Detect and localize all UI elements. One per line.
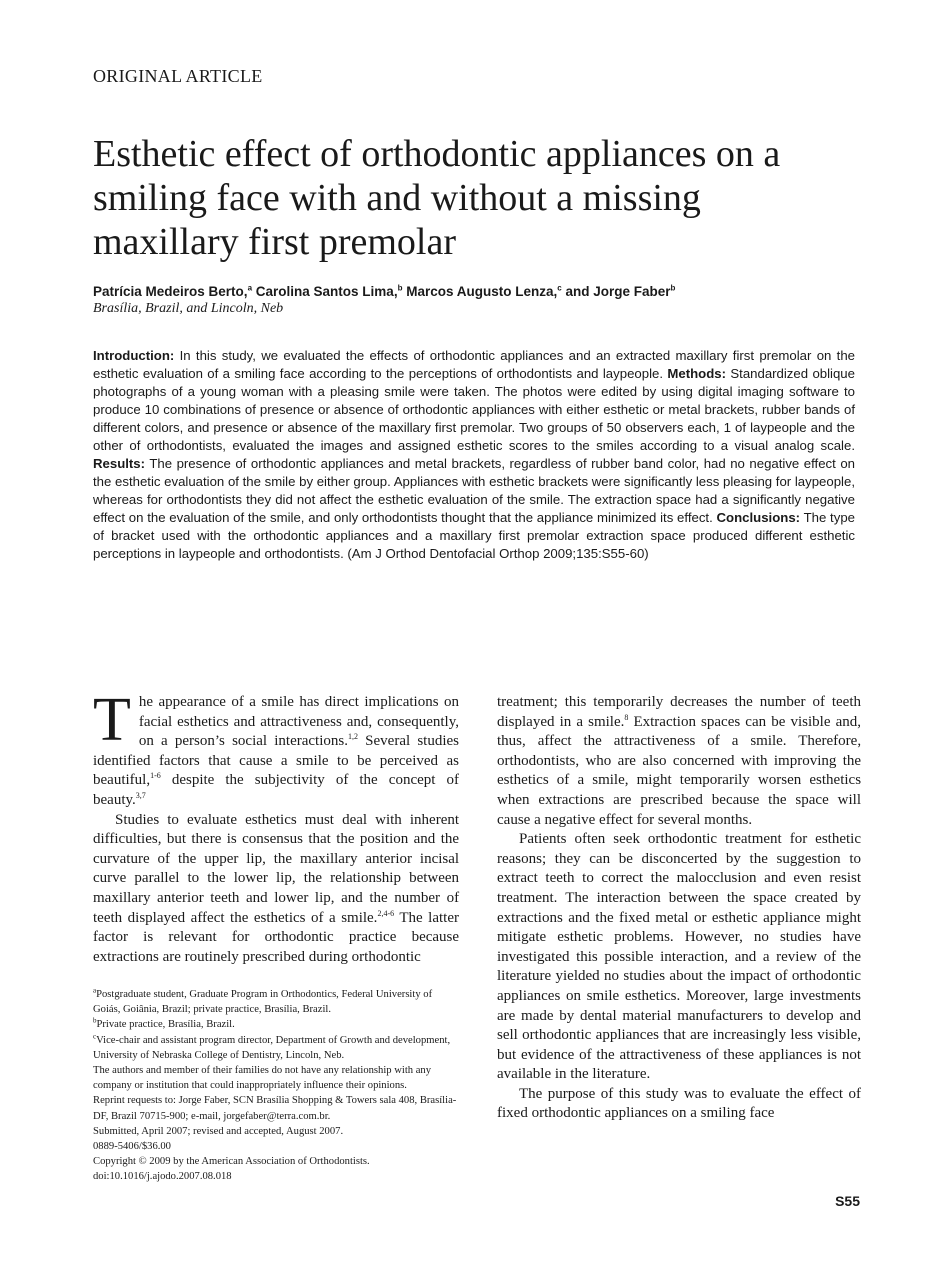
body-paragraph: Patients often seek orthodontic treatment for esthetic reasons; they can be disconcerted by the suggestion to extract teeth to correct the malocclusion and even resist treatment. The interaction between the space created by extractions and the fixed metal or esthetic appliance might mitigate esthetic problems. However, no studies have investigated this possible interaction, and a review of the literature yielded no studies about the impact of orthodontic appliances on smile esthetics. Moreover, large investments are made by dental material manufacturers to develop and sell orthodontic appliances that are increasingly less visible, but evidence of the attractiveness of these appliances is not available in the literature. — [497, 831, 861, 1083]
body-paragraph-continued: treatment; this temporarily decreases the number of teeth displayed in a smile.$^8$ Extraction spaces can be visible and, thus, affect the attractiveness of a smile. Therefore, orthodontists, who are also concerned with improving the esthetics of a smile, might temporarily worsen esthetics when extractions are prescribed because the space will cause a negative effect for several months. — [497, 694, 862, 828]
abstract-results-label: Results: — [93, 456, 146, 471]
submission-dates: Submitted, April 2007; revised and accepted, August 2007. — [93, 1125, 344, 1137]
footnote — [93, 1017, 461, 1032]
footnote-mark: b — [93, 1016, 97, 1025]
citation: 3,7 — [135, 790, 146, 800]
author-affiliation-mark: c — [557, 283, 562, 293]
author-name: Marcos Augusto Lenza, — [406, 284, 558, 299]
section-label: ORIGINAL ARTICLE — [93, 66, 263, 86]
footnote-mark: a — [93, 986, 97, 995]
abstract-methods-label: Methods: — [667, 366, 726, 381]
author-affiliation-mark: a — [247, 283, 253, 293]
citation: 1,2 — [347, 732, 358, 742]
author-affiliation-mark: b — [670, 283, 676, 293]
reprint-note: Reprint requests to: Jorge Faber, SCN Brasília Shopping & Towers sala 408, Brasília-DF, Brazil 70715-900; e-mail, jorgefaber@terra.com.br. — [93, 1095, 457, 1122]
body-paragraph — [93, 686, 459, 811]
body-paragraph: Studies to evaluate esthetics must deal with inherent difficulties, but there is consensus that the position and the curvature of the upper lip, the maxillary anterior incisal curve parallel to the lower lip, the relationship between maxillary anterior teeth and lower lip, and the number of teeth displayed affect the esthetics of a smile.$^{2,4-6}$ The latter factor is relevant for orthodontic practice because extractions are routinely prescribed during orthodontic — [93, 811, 460, 965]
body-paragraph: The purpose of this study was to evaluate the effect of fixed orthodontic appliances on a smiling face — [497, 1085, 861, 1122]
footnotes — [93, 987, 461, 1185]
footnote — [93, 1033, 461, 1063]
abstract-conclusions-label: Conclusions: — [716, 510, 801, 525]
body-column-left — [93, 686, 460, 967]
affiliation-line: Brasília, Brazil, and Lincoln, Neb — [93, 301, 284, 316]
footnote-text: Private practice, Brasília, Brazil. — [96, 1019, 235, 1031]
footnote-text: Vice-chair and assistant program director, Department of Growth and development, University of Nebraska College of Dentistry, Lincoln, Neb. — [93, 1034, 451, 1061]
body-text: Several studies identified factors that cause a smile to be perceived as beautiful, — [93, 733, 459, 789]
author-affiliation-mark: b — [397, 283, 403, 293]
article-title: Esthetic effect of orthodontic appliances on a smiling face with and without a missing maxillary first premolar — [93, 133, 781, 263]
abstract-methods-text: Standardized oblique photographs of a young woman with a pleasing smile were taken. The photos were edited by using digital imaging software to produce 10 combinations of presence or absence of orthodontic appliances with either esthetic or metal brackets, rubber bands of different colors, and presence or absence of the maxillary first premolar. Two groups of 50 observers each, 1 of laypeople and the other of orthodontists, evaluated the images and assigned esthetic scores to the smiles according to a visual analog scale. — [93, 366, 855, 453]
footnote-text: Postgraduate student, Graduate Program in Orthodontics, Federal University of Goiás, Goiânia, Brazil; private practice, Brasília, Brazil. — [93, 989, 433, 1016]
footnote-mark: c — [93, 1032, 97, 1041]
abstract — [93, 347, 855, 563]
issn-price: 0889-5406/$36.00 — [93, 1141, 171, 1153]
abstract-introduction-text: In this study, we evaluated the effects of orthodontic appliances and an extracted maxillary first premolar on the esthetic evaluation of a smiling face according to the perceptions of orthodontists and laypeople. — [93, 348, 855, 381]
author-name: Patrícia Medeiros Berto, — [93, 284, 248, 299]
abstract-introduction-label: Introduction: — [93, 348, 175, 363]
citation: 1-6 — [150, 771, 161, 781]
copyright-note: Copyright © 2009 by the American Association of Orthodontists. — [93, 1156, 370, 1168]
abstract-conclusions-text: The type of bracket used with the orthodontic appliances and a maxillary first premolar extraction space produced different esthetic perceptions in laypeople and orthodontists. (Am J Orthod Dentofacial Orthop 2009;135:S55-60) — [93, 510, 855, 561]
doi: doi:10.1016/j.ajodo.2007.08.018 — [93, 1171, 232, 1183]
abstract-results-text: The presence of orthodontic appliances and metal brackets, regardless of rubber band color, had no negative effect on the esthetic evaluation of the smile by either group. Appliances with esthetic brackets were significantly less pleasing for laypeople, whereas for orthodontists they did not affect the esthetic evaluation of the smile. The extraction space had a significantly negative effect on the evaluation of the smile, and only orthodontists thought that the appliance minimized its effect. — [93, 456, 855, 525]
author-name: and Jorge Faber — [565, 284, 671, 299]
disclosure-note: The authors and member of their families do not have any relationship with any company or institution that could inappropriately influence their opinions. — [93, 1065, 432, 1092]
drop-cap: T — [93, 686, 131, 754]
body-text: despite the subjectivity of the concept of beauty. — [93, 772, 459, 808]
citation: 8 — [624, 712, 629, 722]
author-name: Carolina Santos Lima, — [255, 284, 398, 299]
page-number: S55 — [835, 1193, 860, 1209]
footnote — [93, 987, 461, 1017]
body-column-right — [497, 693, 861, 1124]
author-list — [93, 283, 863, 301]
body-text: he appearance of a smile has direct implications on facial esthetics and attractiveness and, consequently, on a person’s social interactions. — [138, 694, 459, 750]
citation: 2,4-6 — [377, 908, 395, 918]
